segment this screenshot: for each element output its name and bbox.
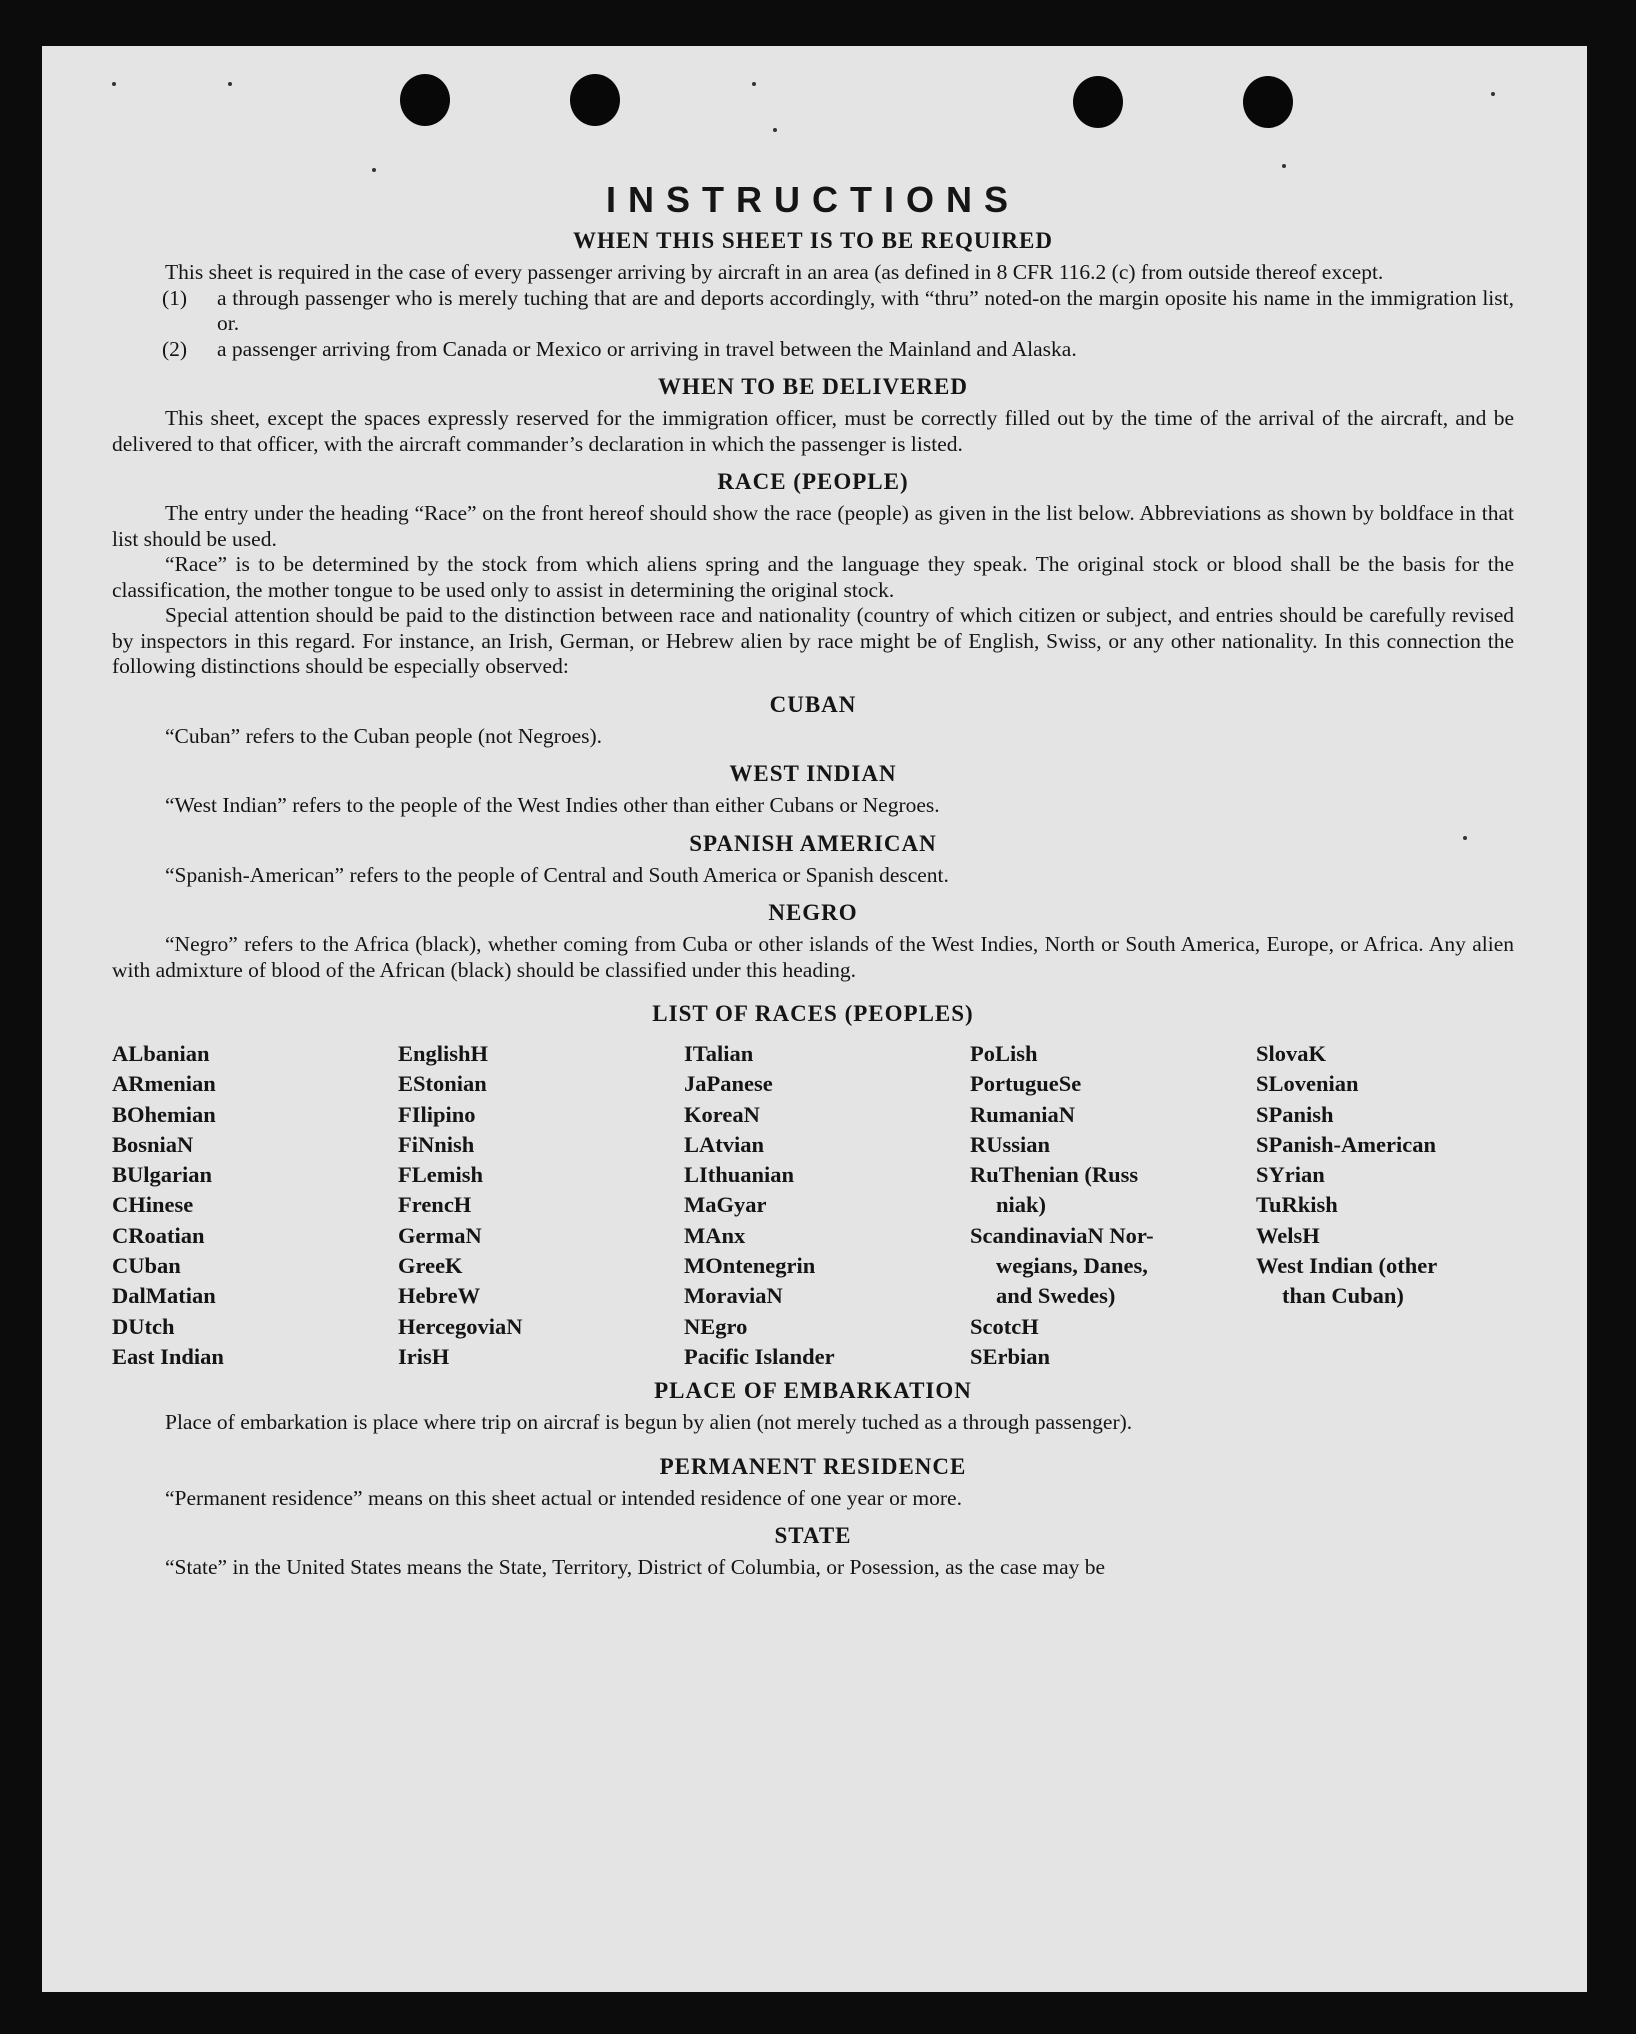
speck bbox=[773, 128, 777, 132]
race-entry: HebreW bbox=[398, 1283, 481, 1309]
list-item-text: a passenger arriving from Canada or Mexico or arriving in travel between the Mainland and Alaska. bbox=[217, 336, 1077, 361]
heading-list-of-races: LIST OF RACES (PEOPLES) bbox=[652, 1001, 974, 1026]
heading-spanish-american: SPANISH AMERICAN bbox=[689, 830, 937, 856]
race-entry: RuThenian (Russ bbox=[970, 1162, 1139, 1188]
race-entry: RumaniaN bbox=[970, 1101, 1076, 1127]
race-entry: ScotcH bbox=[970, 1313, 1039, 1339]
race-entry: ScandinaviaN Nor- bbox=[970, 1222, 1154, 1248]
race-entry: wegians, Danes, bbox=[996, 1253, 1148, 1279]
race-entry: MOntenegrin bbox=[684, 1253, 816, 1279]
race-entry: IrisH bbox=[398, 1343, 450, 1369]
race-entry: NEgro bbox=[684, 1313, 748, 1339]
race-entry: niak) bbox=[996, 1192, 1047, 1218]
race-paragraph: The entry under the heading “Race” on the front hereof should show the race (people) as given in the list below. Abbreviations as shown by boldface in that list should be used. bbox=[112, 501, 1514, 551]
races-column bbox=[398, 1039, 684, 1372]
race-entry: FIlipino bbox=[398, 1101, 476, 1127]
race-entry: EnglishH bbox=[398, 1041, 489, 1066]
race-entry: PortugueSe bbox=[970, 1071, 1082, 1097]
race-entry: WelsH bbox=[1256, 1222, 1320, 1248]
race-paragraph: Special attention should be paid to the distinction between race and nationality (country of which citizen or subject, and entries should be carefully revised by inspectors in this regard. For instance, an Irish, German, or Hebrew alien by race might be of English, Swiss, or any other nationality. In this connection the following distinctions should be especially observed: bbox=[112, 603, 1514, 678]
speck bbox=[228, 82, 232, 86]
punch-hole bbox=[400, 74, 450, 126]
document-sheet bbox=[42, 46, 1587, 1992]
heading-place-of-embarkation: PLACE OF EMBARKATION bbox=[654, 1378, 972, 1404]
when-required-intro: This sheet is required in the case of every passenger arriving by aircraft in an area (as defined in 8 CFR 116.2 (c) from outside thereof except. bbox=[165, 260, 1384, 284]
race-paragraph: “Race” is to be determined by the stock from which aliens spring and the language they speak. The original stock or blood shall be the basis for the classification, the mother tongue to be used only to assist in determining the original stock. bbox=[112, 552, 1514, 602]
state-text: “State” in the United States means the State, Territory, District of Columbia, or Posession, as the case may be bbox=[165, 1555, 1106, 1580]
race-entry: SLovenian bbox=[1256, 1071, 1359, 1097]
race-entry: CUban bbox=[112, 1253, 181, 1279]
heading-state: STATE bbox=[774, 1523, 852, 1549]
race-entry: MoraviaN bbox=[684, 1283, 783, 1309]
race-entry: CHinese bbox=[112, 1192, 194, 1218]
list-item bbox=[112, 286, 1514, 337]
punch-hole bbox=[570, 74, 620, 126]
race-entry: FLemish bbox=[398, 1162, 484, 1188]
race-entry: CRoatian bbox=[112, 1222, 205, 1248]
race-entry: HercegoviaN bbox=[398, 1313, 523, 1339]
spanish-american-text: “Spanish-American” refers to the people of Central and South America or Spanish descent. bbox=[165, 862, 949, 887]
heading-permanent-residence: PERMANENT RESIDENCE bbox=[659, 1453, 967, 1479]
races-column bbox=[112, 1039, 398, 1372]
races-list bbox=[112, 1039, 1514, 1372]
race-entry: SErbian bbox=[970, 1343, 1051, 1369]
race-entry: SYrian bbox=[1256, 1162, 1325, 1188]
punch-hole bbox=[1243, 76, 1293, 128]
speck bbox=[112, 82, 116, 86]
race-entry: and Swedes) bbox=[996, 1283, 1116, 1309]
speck bbox=[752, 82, 756, 86]
exceptions-list bbox=[112, 286, 1514, 363]
list-item bbox=[112, 337, 1514, 363]
heading-negro: NEGRO bbox=[768, 900, 858, 925]
heading-when-delivered: WHEN TO BE DELIVERED bbox=[658, 374, 968, 399]
race-entry: SlovaK bbox=[1256, 1041, 1327, 1066]
race-entry: BOhemian bbox=[112, 1101, 216, 1127]
race-entry: East Indian bbox=[112, 1343, 224, 1369]
race-entry: JaPanese bbox=[684, 1071, 773, 1097]
race-entry: DalMatian bbox=[112, 1283, 216, 1309]
race-entry: BosniaN bbox=[112, 1131, 194, 1157]
heading-west-indian: WEST INDIAN bbox=[729, 761, 897, 786]
list-item-number: (2) bbox=[162, 336, 188, 361]
punch-hole bbox=[1073, 76, 1123, 128]
race-entry: RUssian bbox=[970, 1131, 1051, 1157]
races-column bbox=[970, 1039, 1256, 1372]
race-entry: ARmenian bbox=[112, 1071, 216, 1097]
heading-when-required: WHEN THIS SHEET IS TO BE REQUIRED bbox=[573, 228, 1053, 253]
list-item-text: a through passenger who is merely tuching that are and deports accordingly, with “thru” noted-on the margin oposite his name in the immigration list, or. bbox=[217, 285, 1514, 335]
race-entry: FrencH bbox=[398, 1192, 472, 1218]
races-column bbox=[684, 1039, 970, 1372]
race-entry: BUlgarian bbox=[112, 1162, 213, 1188]
race-entry: GermaN bbox=[398, 1222, 482, 1248]
speck bbox=[1491, 92, 1495, 96]
cuban-text: “Cuban” refers to the Cuban people (not Negroes). bbox=[165, 723, 603, 748]
race-entry: SPanish bbox=[1256, 1101, 1334, 1127]
race-entry: TuRkish bbox=[1256, 1192, 1338, 1218]
race-entry: FiNnish bbox=[398, 1131, 475, 1157]
negro-text: “Negro” refers to the Africa (black), whether coming from Cuba or other islands of the West Indies, North or South America, Europe, or Africa. Any alien with admixture of blood of the African (black) should be classified under this heading. bbox=[112, 932, 1514, 982]
race-entry: PoLish bbox=[970, 1041, 1038, 1066]
west-indian-text: “West Indian” refers to the people of the West Indies other than either Cubans or Negroes. bbox=[165, 793, 940, 817]
race-entry: Pacific Islander bbox=[684, 1343, 835, 1369]
race-entry: ITalian bbox=[684, 1041, 754, 1066]
race-entry: MAnx bbox=[684, 1222, 746, 1248]
race-entry: GreeK bbox=[398, 1253, 463, 1279]
race-entry: MaGyar bbox=[684, 1192, 767, 1218]
heading-race: RACE (PEOPLE) bbox=[717, 469, 909, 494]
race-entry: LAtvian bbox=[684, 1131, 765, 1157]
race-entry: KoreaN bbox=[684, 1101, 760, 1127]
page-title: INSTRUCTIONS bbox=[606, 179, 1020, 220]
races-column bbox=[1256, 1039, 1542, 1372]
race-entry: West Indian (other bbox=[1256, 1253, 1438, 1279]
speck bbox=[1282, 164, 1286, 168]
race-entry: ALbanian bbox=[112, 1041, 210, 1066]
race-entry: SPanish-American bbox=[1256, 1131, 1436, 1157]
race-entry: DUtch bbox=[112, 1313, 175, 1339]
race-entry: EStonian bbox=[398, 1071, 487, 1097]
permanent-residence-text: “Permanent residence” means on this sheet actual or intended residence of one year or more. bbox=[165, 1485, 962, 1510]
race-entry: LIthuanian bbox=[684, 1162, 795, 1188]
instructions-body bbox=[112, 178, 1514, 1581]
list-item-number: (1) bbox=[162, 285, 188, 310]
place-of-embarkation-text: Place of embarkation is place where trip on aircraf is begun by alien (not merely tuched as a through passenger). bbox=[165, 1410, 1133, 1435]
when-delivered-text: This sheet, except the spaces expressly reserved for the immigration officer, must be correctly filled out by the time of the arrival of the aircraft, and be delivered to that officer, with the aircraft commander’s declaration in which the passenger is listed. bbox=[112, 406, 1514, 456]
speck bbox=[372, 168, 376, 172]
race-entry: than Cuban) bbox=[1282, 1283, 1404, 1309]
heading-cuban: CUBAN bbox=[769, 691, 857, 717]
